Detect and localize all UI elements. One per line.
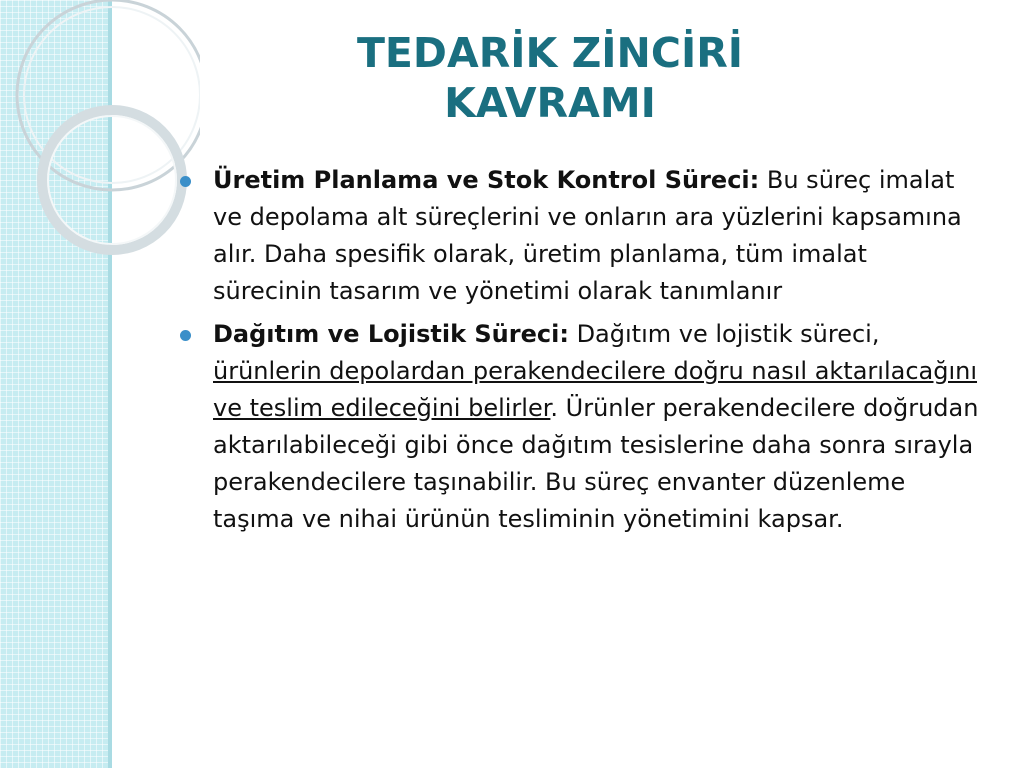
bullet-text: Bu süreç imalat ve depolama alt süreçlerini ve onların ara yüzlerini kapsamına alır. Daha spesifik olarak, üretim planlama, tüm imalat sürecinin tasarım ve yönetimi olarak tanımlanır (213, 166, 962, 305)
bullet-text-before: Dağıtım ve lojistik süreci, (568, 320, 880, 348)
title-line-2: KAVRAMI (444, 79, 656, 127)
bullet-text-after: . Ürünler perakendecilere doğrudan aktarılabileceği gibi önce dağıtım tesislerine daha sonra sırayla perakendecilere taşınabilir. Bu süreç envanter düzenleme taşıma ve nihai ürünün tesliminin yönetimini kapsar. (213, 394, 979, 533)
bullet-heading: Dağıtım ve Lojistik Süreci: (213, 320, 569, 348)
decorative-rings (0, 0, 200, 300)
bullet-dot-icon (180, 176, 191, 187)
bullet-item-production-planning (180, 162, 980, 310)
bullet-item-distribution-logistics (180, 316, 980, 538)
decorative-ring-small (42, 110, 182, 250)
bullet-dot-icon (180, 330, 191, 341)
slide-title (250, 28, 850, 128)
title-line-1: TEDARİK ZİNCİRİ (356, 29, 744, 77)
bullet-heading: Üretim Planlama ve Stok Kontrol Süreci: (213, 166, 760, 194)
bullet-list (180, 162, 980, 544)
bullet-underlined-text: ürünlerin depolardan perakendecilere doğru nasıl aktarılacağını ve teslim edileceğini belirler (213, 357, 978, 422)
